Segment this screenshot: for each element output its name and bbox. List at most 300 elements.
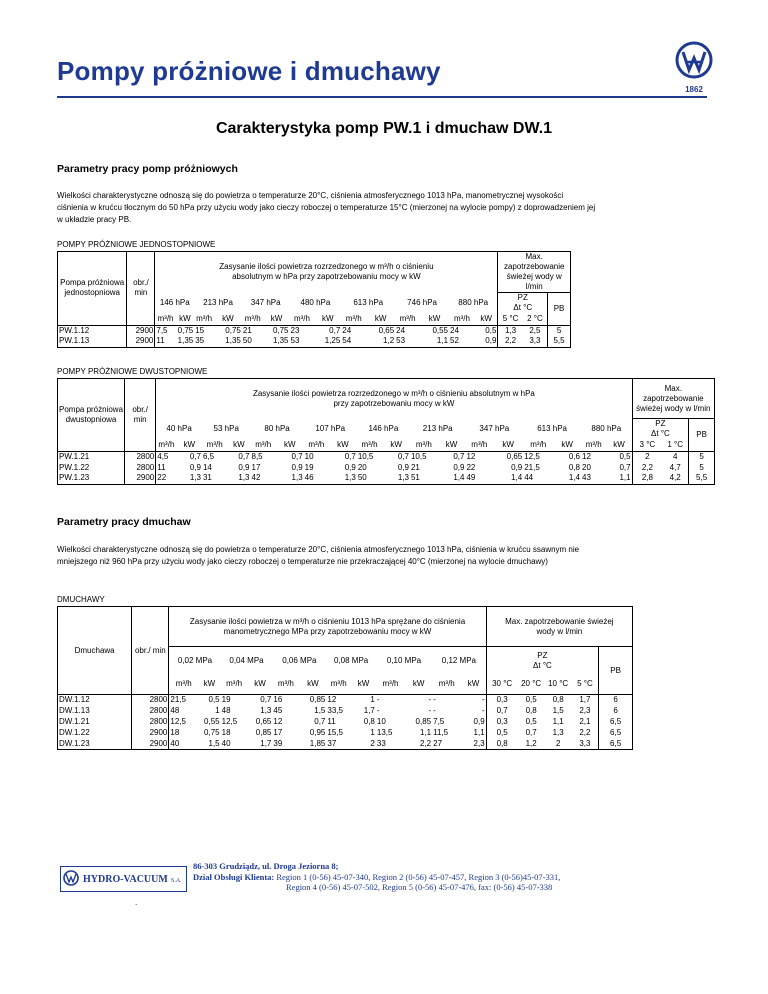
power-cell: 0,7 <box>177 451 202 462</box>
water-cell: 0,3 <box>486 695 518 706</box>
suction-header: Zasysanie ilości powietrza w m³/h o ciśnieniu 1013 hPa sprężane do ciśnienia manometrycznego MPa przy zapotrzebowaniu mocy w kW <box>169 607 486 647</box>
rpm-cell: 2900 <box>125 473 156 484</box>
flow-cell: 46 <box>304 473 329 484</box>
model-cell: DW.1.22 <box>58 728 132 739</box>
water-cell: 0,5 <box>518 695 545 706</box>
pressure-header: 0,10 MPa <box>386 655 422 665</box>
flow-cell: 20 <box>582 462 591 472</box>
unit-kw: kW <box>357 679 370 689</box>
unit-flow: m³/h <box>255 439 272 449</box>
temp-label: 30 °C <box>486 675 518 695</box>
water-cell: 2,8 <box>632 473 662 484</box>
flow-cell: 11 <box>327 717 336 726</box>
power-cell: 1,7 <box>363 706 375 715</box>
power-cell: 1,5 <box>198 739 221 750</box>
power-cell: - <box>461 695 486 706</box>
power-cell: 1,3 <box>329 473 357 484</box>
power-cell: 0,85 <box>415 717 432 726</box>
table-row <box>58 717 633 728</box>
flow-cell: 40 <box>221 739 248 750</box>
flow-cell: 49 <box>465 473 493 484</box>
two-stage-table <box>57 378 715 485</box>
flow-cell: 17 <box>251 462 261 472</box>
page-dot: . <box>135 898 138 907</box>
rpm-cell: 2800 <box>125 451 156 462</box>
power-cell: 0,9 <box>238 462 250 472</box>
footer-logo-suffix: S.A. <box>171 878 182 884</box>
footer-service-line: Region 1 (0-56) 45-07-340, Region 2 (0-56) 45-07-457, Region 3 (0-56)45-07-331, <box>276 871 561 882</box>
table-row <box>58 473 715 484</box>
pressure-header: 213 hPa <box>203 297 233 307</box>
unit-kw: kW <box>374 313 387 323</box>
flow-cell: 21,5 <box>524 462 540 472</box>
model-cell: PW.1.22 <box>58 462 125 473</box>
water-cell: 4 <box>662 451 689 462</box>
rpm-cell: 2900 <box>127 336 155 347</box>
flow-cell: 22 <box>156 473 177 484</box>
pressure-header: 0,12 MPa <box>441 655 477 665</box>
max-water-header: Max. zapotrzebowanie świeżej wody w l/min <box>632 379 714 419</box>
power-cell: 1,1 <box>420 336 449 347</box>
flow-cell: 19 <box>221 695 248 706</box>
power-cell: 0,9 <box>475 336 498 347</box>
power-cell: 0,5 <box>606 451 632 462</box>
unit-flow: m³/h <box>169 675 198 695</box>
power-cell: 0,9 <box>397 462 409 472</box>
unit-kw: kW <box>561 439 573 449</box>
company-emblem-icon <box>672 40 716 98</box>
flow-cell: 12,5 <box>523 451 553 462</box>
power-cell: 1 <box>215 706 220 715</box>
unit-flow: m³/h <box>382 679 399 689</box>
footer-service-line: Region 4 (0-56) 45-07-502, Region 5 (0-56) 45-07-476, fax: (0-56) 45-07-338 <box>286 882 553 892</box>
footer-logo-icon <box>61 867 186 891</box>
pz-text: PZ <box>537 650 548 660</box>
flow-cell: 14 <box>202 462 212 472</box>
power-cell: 0,7 <box>329 451 357 462</box>
unit-kw: kW <box>390 439 402 449</box>
power-cell: 0,7 <box>248 695 273 706</box>
power-cell: 0,9 <box>511 462 523 472</box>
power-cell: 0,55 <box>420 325 449 336</box>
flow-cell: 7,5 <box>433 717 445 726</box>
pressure-header: 0,04 MPa <box>229 655 264 665</box>
unit-flow: m³/h <box>308 439 325 449</box>
temp-label: 2 °C <box>527 313 543 323</box>
power-cell: 0,65 <box>255 717 272 726</box>
flow-cell: 27 <box>432 739 461 750</box>
model-cell: DW.1.21 <box>58 717 132 728</box>
pressure-header: 347 hPa <box>250 297 281 307</box>
table-row <box>58 462 715 473</box>
rpm-cell: 2800 <box>132 695 169 706</box>
max-water-header: Max. zapotrzebowanie świeżej wody w l/min <box>498 252 571 293</box>
flow-cell: 35 <box>194 336 214 347</box>
power-cell: 0,7 <box>314 325 341 336</box>
power-cell: 0,75 <box>176 325 195 336</box>
flow-cell: 21,5 <box>169 695 198 706</box>
unit-flow: m³/h <box>530 439 547 449</box>
flow-cell: 53 <box>290 336 315 347</box>
water-cell: 0,8 <box>486 739 518 750</box>
water-cell: 1,3 <box>552 728 564 737</box>
water-cell: 2,1 <box>579 717 591 726</box>
pumps-heading: Parametry pracy pomp próżniowych <box>57 163 238 175</box>
unit-kw: kW <box>307 679 319 689</box>
power-cell: 0,9 <box>344 462 356 472</box>
pumps-description-line: Wielkości charakterystyczne odnoszą się do powietrza o temperaturze 20°C, ciśnienia atmosferycznego 1013 hPa, manometrycznej wysokości <box>57 191 564 200</box>
pressure-header: 53 hPa <box>213 423 239 433</box>
flow-cell: 42 <box>251 473 276 484</box>
power-cell: 1,4 <box>493 473 523 484</box>
power-cell: 0,75 <box>204 728 220 737</box>
blowers-table <box>57 606 633 750</box>
unit-flow: m³/h <box>293 313 310 323</box>
unit-flow: m³/h <box>277 679 294 689</box>
power-cell: 1,35 <box>264 336 290 347</box>
power-cell: 1,3 <box>276 473 304 484</box>
rpm-cell: 2800 <box>132 706 169 717</box>
unit-kw: kW <box>502 439 514 449</box>
flow-cell: 4,5 <box>156 451 177 462</box>
power-cell: 0,9 <box>473 717 485 726</box>
footer-logo-text: HYDRO-VACUUM <box>83 874 168 885</box>
power-cell: - <box>405 695 432 706</box>
unit-flow: m³/h <box>399 313 416 323</box>
water-cell: 4,2 <box>662 473 689 484</box>
flow-cell: - <box>432 695 461 706</box>
flow-cell: - <box>376 695 405 706</box>
pressure-header: 613 hPa <box>537 423 568 433</box>
flow-cell: 22 <box>466 462 476 472</box>
water-cell: 2,2 <box>632 462 662 473</box>
power-cell: 1,35 <box>176 336 195 347</box>
page-brand-title: Pompy próżniowe i dmuchawy <box>57 56 441 86</box>
unit-kw: kW <box>270 313 283 323</box>
model-cell: DW.1.13 <box>58 706 132 717</box>
delta-t-text: Δt °C <box>533 660 552 670</box>
pz-label <box>486 647 599 675</box>
two-stage-section-label: POMPY PRÓŻNIOWE DWUSTOPNIOWE <box>57 367 208 376</box>
single-stage-section-label: POMPY PRÓŻNIOWE JEDNOSTOPNIOWE <box>57 240 216 249</box>
flow-cell: 24 <box>395 325 420 336</box>
power-cell: - <box>482 706 485 715</box>
unit-flow: m³/h <box>415 439 432 449</box>
flow-cell: 40 <box>169 739 198 750</box>
unit-kw: kW <box>337 439 349 449</box>
water-cell: 2 <box>545 739 572 750</box>
logo-year: 1862 <box>685 85 703 94</box>
flow-cell: 12 <box>273 717 283 726</box>
flow-cell: 33,5 <box>327 706 343 715</box>
power-cell: 1,4 <box>438 473 466 484</box>
water-cell: 6 <box>599 706 633 717</box>
unit-kw: kW <box>254 679 266 689</box>
flow-cell: - <box>376 706 380 715</box>
flow-cell: 33 <box>376 739 405 750</box>
water-cell: 5 <box>689 462 715 473</box>
temp-label: 10 °C <box>548 679 569 689</box>
blowers-section-label: DMUCHAWY <box>57 595 105 604</box>
power-cell: 0,65 <box>493 451 523 462</box>
blowers-description-line: Wielkości charakterystyczne odnoszą się do powietrza o temperaturze 20°C, ciśnienia atmosferycznego 1013 hPa, ciśnienia w krućcu ssawnym nie <box>57 545 580 554</box>
pressure-header: 880 hPa <box>458 297 489 307</box>
water-cell: 6,5 <box>599 728 633 739</box>
rpm-cell: 2900 <box>127 325 155 336</box>
water-cell: 3,3 <box>572 739 599 750</box>
power-cell: 0,7 <box>227 451 250 462</box>
unit-kw: kW <box>480 313 492 323</box>
flow-cell: 43 <box>581 473 606 484</box>
flow-cell: 12 <box>581 451 606 462</box>
water-cell: 1,7 <box>572 695 599 706</box>
unit-flow: m³/h <box>156 439 177 451</box>
flow-cell: 6,5 <box>202 451 227 462</box>
power-cell: 1 <box>351 695 376 706</box>
flow-cell: 24 <box>341 325 366 336</box>
delta-t-text: Δt °C <box>651 429 670 438</box>
flow-cell: 50 <box>357 473 382 484</box>
col-blower-header: Dmuchawa <box>58 607 132 695</box>
unit-kw: kW <box>467 679 480 689</box>
unit-kw: kW <box>203 679 216 689</box>
water-cell: 0,8 <box>545 695 572 706</box>
unit-kw: kW <box>222 313 234 323</box>
power-cell: 0,8 <box>363 717 375 726</box>
power-cell: 0,55 <box>204 717 220 726</box>
flow-cell: 16 <box>272 695 299 706</box>
table-row <box>58 695 633 706</box>
flow-cell: 48 <box>221 706 231 715</box>
power-cell: 1,1 <box>473 728 485 737</box>
water-cell: 3,3 <box>523 336 548 347</box>
flow-cell: 12,5 <box>221 717 238 726</box>
pz-text: PZ <box>655 419 666 428</box>
flow-cell: 19 <box>304 462 314 472</box>
flow-cell: 31 <box>202 473 227 484</box>
model-cell: PW.1.13 <box>58 336 127 347</box>
unit-kw: kW <box>179 313 191 323</box>
pumps-description-line: w układzie pracy PB. <box>57 215 132 224</box>
power-cell: 1,3 <box>382 473 410 484</box>
model-cell: PW.1.21 <box>58 451 125 462</box>
pressure-header: 347 hPa <box>479 423 510 433</box>
pressure-header: 40 hPa <box>156 419 202 440</box>
water-cell: 2 <box>632 451 662 462</box>
table-row <box>58 706 633 717</box>
flow-cell: 10 <box>304 451 329 462</box>
unit-flow: m³/h <box>361 439 378 449</box>
power-cell: 1,35 <box>214 336 242 347</box>
flow-cell: 8,5 <box>251 451 276 462</box>
water-cell: 1,1 <box>552 717 564 726</box>
flow-cell: 17 <box>273 728 283 737</box>
rpm-cell: 2900 <box>132 739 169 750</box>
pressure-header: 0,06 MPa <box>282 655 317 665</box>
unit-flow: m³/h <box>206 439 223 449</box>
temp-label: 5 °C <box>577 679 593 689</box>
power-cell: 1,3 <box>177 473 202 484</box>
water-cell: 0,8 <box>525 706 537 715</box>
power-cell: 1,1 <box>606 473 632 484</box>
delta-t-text: Δt °C <box>513 303 533 312</box>
unit-kw: kW <box>445 439 458 449</box>
water-cell: 5 <box>689 451 715 462</box>
water-cell: 0,5 <box>486 728 518 739</box>
power-cell: 0,7 <box>314 717 326 726</box>
flow-cell: 37 <box>326 739 351 750</box>
power-cell: 0,9 <box>291 462 303 472</box>
table-row <box>58 325 571 336</box>
flow-cell: 10,5 <box>410 451 438 462</box>
unit-flow: m³/h <box>196 313 213 323</box>
unit-flow: m³/h <box>155 313 176 325</box>
unit-flow: m³/h <box>471 439 488 449</box>
rpm-cell: 2800 <box>125 462 156 473</box>
flow-cell: 51 <box>410 473 438 484</box>
unit-flow: m³/h <box>226 679 243 689</box>
model-cell: PW.1.23 <box>58 473 125 484</box>
water-cell: 1,5 <box>552 706 564 715</box>
water-cell: 0,5 <box>525 717 537 726</box>
flow-cell: 15 <box>194 325 214 336</box>
pressure-header: 107 hPa <box>315 423 346 433</box>
power-cell: 2,2 <box>405 739 432 750</box>
table-row <box>58 336 571 347</box>
col-rpm-header: obr./ min <box>132 607 169 695</box>
flow-cell: 20 <box>357 462 367 472</box>
flow-cell: 10,5 <box>357 451 382 462</box>
power-cell: 0,9 <box>189 462 201 472</box>
power-cell: 0,7 <box>619 462 631 472</box>
max-water-header: Max. zapotrzebowanie świeżej wody w l/min <box>486 607 632 647</box>
power-cell: 1,4 <box>553 473 581 484</box>
pumps-description-line: ciśnienia w krućcu tłocznym do 50 hPa przy użyciu wody jako cieczy roboczej o temperaturze 15°C (mierzonej na wylocie pompy) z doprowadzeniem jej <box>57 203 596 212</box>
pumps-description <box>57 190 697 226</box>
pressure-header: 146 hPa <box>368 423 399 433</box>
unit-kw: kW <box>428 313 441 323</box>
flow-cell: 24 <box>449 325 475 336</box>
power-cell: 2 <box>351 739 376 750</box>
temp-label: 3 °C <box>632 439 662 451</box>
header-divider <box>57 96 707 98</box>
pressure-header: 746 hPa <box>407 297 437 307</box>
power-cell: 0,6 <box>553 451 581 462</box>
power-cell: 0,5 <box>475 325 498 336</box>
unit-kw: kW <box>412 679 425 689</box>
col-rpm-header: obr./ min <box>125 379 156 452</box>
flow-cell: 52 <box>449 336 475 347</box>
power-cell: 1,2 <box>366 336 395 347</box>
unit-flow: m³/h <box>438 679 455 689</box>
power-cell: 0,7 <box>382 451 410 462</box>
power-cell: 0,7 <box>438 451 466 462</box>
power-cell: 1,1 <box>420 728 432 737</box>
water-cell: 0,7 <box>525 728 537 737</box>
flow-cell: 54 <box>341 336 366 347</box>
power-cell: 0,85 <box>255 728 272 737</box>
unit-flow: m³/h <box>330 679 347 689</box>
pb-label: PB <box>689 419 715 452</box>
water-cell: 2,3 <box>579 706 591 715</box>
unit-flow: m³/h <box>345 313 362 323</box>
unit-kw: kW <box>233 439 245 449</box>
unit-kw: kW <box>284 439 296 449</box>
flow-cell: 21 <box>410 462 420 472</box>
water-cell: 6,5 <box>599 717 633 728</box>
flow-cell: 18 <box>221 728 231 737</box>
power-cell: 1 <box>370 728 375 737</box>
water-cell: 5,5 <box>689 473 715 484</box>
pressure-header: 880 hPa <box>591 423 622 433</box>
power-cell: 0,95 <box>309 728 326 737</box>
table-row <box>58 451 715 462</box>
col-rpm-header: obr./ min <box>127 252 155 326</box>
footer-company-logo <box>60 866 187 892</box>
pz-text: PZ <box>517 293 528 302</box>
flow-cell: 21 <box>242 325 264 336</box>
pz-label <box>632 419 689 440</box>
power-cell: 0,8 <box>568 462 580 472</box>
col-pump-header: Pompa próżniowa jednostopniowa <box>58 252 127 326</box>
pressure-header: 0,08 MPa <box>334 655 369 665</box>
pressure-header: 80 hPa <box>264 423 290 433</box>
pb-label: PB <box>599 647 633 695</box>
table-row <box>58 728 633 739</box>
footer-service-label: Dział Obsługi Klienta: <box>193 871 275 882</box>
pz-label <box>498 293 548 314</box>
suction-header: Zasysanie ilości powietrza rozrzedzonego w m³/h o ciśnieniu absolutnym w hPa przy zapotrzebowaniu mocy w kW <box>156 379 632 419</box>
power-cell: - <box>428 706 432 715</box>
water-cell: 1,3 <box>498 325 523 336</box>
temp-label: 1 °C <box>667 439 684 449</box>
water-cell: 6,5 <box>599 739 633 750</box>
blowers-description <box>57 544 697 568</box>
flow-cell: 12 <box>326 695 351 706</box>
water-cell: 5,5 <box>548 336 571 347</box>
pressure-header: 146 hPa <box>155 293 194 314</box>
flow-cell: 50 <box>242 336 264 347</box>
unit-kw: kW <box>613 439 625 449</box>
power-cell: 0,75 <box>214 325 242 336</box>
water-cell: 1,2 <box>518 739 545 750</box>
pressure-header: 0,02 MPa <box>169 647 221 675</box>
flow-cell: 45 <box>273 706 283 715</box>
power-cell: 1,7 <box>248 739 273 750</box>
table-row <box>58 739 633 750</box>
power-cell: 0,7 <box>276 451 304 462</box>
power-cell: 0,75 <box>264 325 290 336</box>
water-cell: 0,7 <box>486 706 518 717</box>
suction-header: Zasysanie ilości powietrza rozrzedzonego w m³/h o ciśnieniu absolutnym w hPa przy zapotrzebowaniu mocy w kW <box>155 252 498 293</box>
flow-cell: - <box>433 706 436 715</box>
flow-cell: 53 <box>395 336 420 347</box>
water-cell: 0,3 <box>486 717 518 728</box>
blowers-description-line: mniejszego niż 960 hPa przy użyciu wody jako cieczy roboczej o temperaturze nie przekraczającej 40°C (mierzonej na wylocie dmuchawy) <box>57 557 548 566</box>
pb-label: PB <box>548 293 571 326</box>
power-cell: 1,3 <box>227 473 250 484</box>
flow-cell: 10 <box>376 717 386 726</box>
pressure-header: 213 hPa <box>422 423 453 433</box>
flow-cell: 39 <box>272 739 299 750</box>
water-cell: 4,7 <box>669 462 681 472</box>
flow-cell: 7,5 <box>155 325 176 336</box>
flow-cell: 13,5 <box>376 728 393 737</box>
model-cell: PW.1.12 <box>58 325 127 336</box>
power-cell: 1,25 <box>314 336 341 347</box>
document-title: Carakterystyka pomp PW.1 i dmuchaw DW.1 <box>215 120 553 137</box>
water-cell: 2,2 <box>579 728 591 737</box>
